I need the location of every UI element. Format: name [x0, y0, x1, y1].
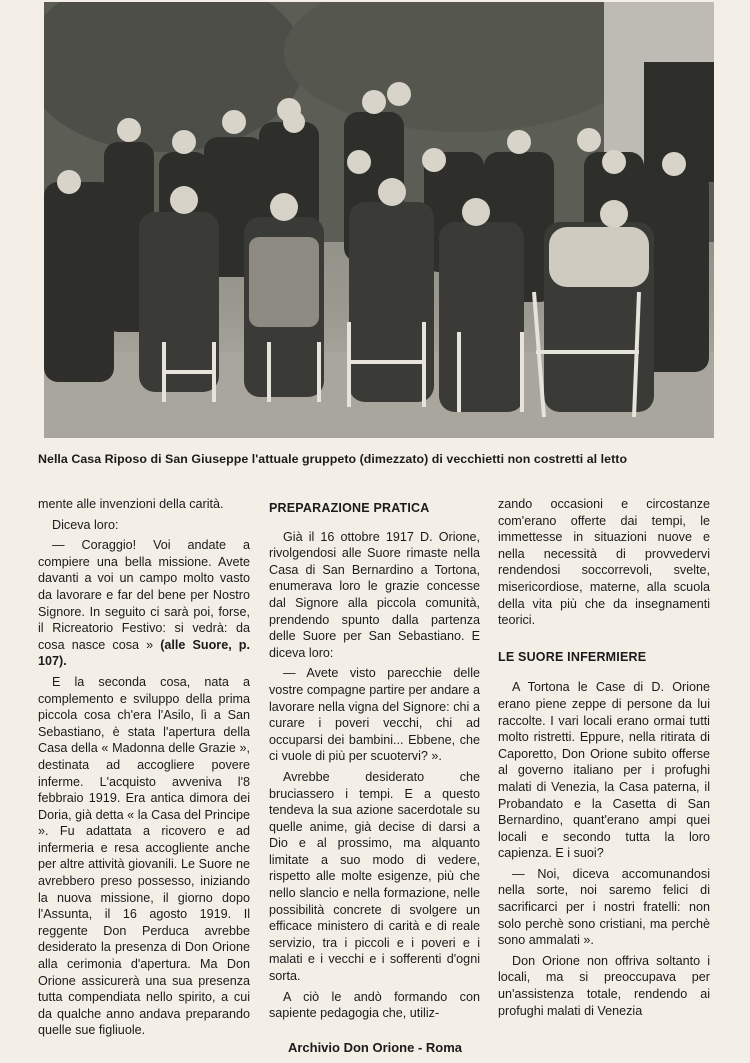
archive-footer: Archivio Don Orione - Roma	[287, 1040, 463, 1055]
section-heading: LE SUORE INFERMIERE	[498, 649, 647, 664]
photo-caption: Nella Casa Riposo di San Giuseppe l'attuale gruppe​to (dimezzato) di vecchietti non costretti al letto	[38, 452, 628, 466]
paragraph: zando occasioni e circostanze com'erano offerte dai tempi, le immettesse in situazioni nuove e nella necessità di provvedervi rendendosi soccorrevoli, svelte, misericordiose, materne, alla scuola della vita più che da insegnamenti teorici.	[498, 497, 710, 628]
paragraph: mente alle invenzioni della carità.	[38, 497, 224, 511]
section-heading: PREPARAZIONE PRATICA	[269, 501, 430, 515]
group-photo	[44, 2, 714, 438]
reference: (alle Suore, p. 107).	[38, 637, 250, 669]
paragraph: — Avete visto parecchie delle vostre compagne partire per andare a lavorare nella vigna del Signore: chi a curare i poveri vecchi, chi ad occuparsi dei bambini... Ebbene, che ci vuole di più per scuotervi? ».	[269, 666, 480, 764]
paragraph: Diceva loro:	[52, 517, 119, 532]
quote-text: — Coraggio! Voi andate a compiere una bella missione. Avete davanti a voi un campo molto vasto da lavorare e far del bene per Nostro Signore. In seguito ci sarà poi, forse, il Ricreatorio Festivo: si vedrà: da cosa nasce cosa »	[38, 538, 250, 652]
paragraph: Già il 16 ottobre 1917 D. Orione, rivolgendosi alle Suore rimaste nella Casa di San Bernardino a Tortona, enumerava loro le grazie concesse dal Signore alla piccola comunità, prendendo spunto dalla partenza delle Suore per San Sebastiano. E diceva loro:	[269, 529, 480, 660]
paragraph: Don Orione non offriva soltanto i locali, ma si preoccupava per un'assistenza totale, rendendo ai profughi malati di Venezia	[498, 953, 710, 1018]
column-3	[498, 496, 710, 1023]
column-2	[269, 496, 480, 1026]
paragraph: — Noi, diceva accomunandosi nella sorte, noi saremo felici di sacrificarci per i nostri fratelli: non solo perchè sono cristiani, ma perchè sono ammalati ».	[498, 866, 710, 948]
paragraph	[38, 537, 250, 670]
paragraph: A Tortona le Case di D. Orione erano piene zeppe di persone da lui raccolte. I vari locali erano ormai tutti molto ristretti. Eppure, nella ritirata di Caporetto, Don Orione subito offerse al governo italiano per i profughi malati di Venezia, la Casa paterna, il Probandato e la Casetta di San Bernardino, quant'erano ampi quei locali e secondo tutta la loro capienza. E i suoi?	[498, 680, 710, 861]
paragraph: A ciò le andò formando con sapiente pedagogia che, utiliz-	[269, 989, 480, 1021]
paragraph: E la seconda cosa, nata a complemento e sviluppo della prima piccola cosa ch'era l'Asilo, lì a San Sebastiano, è stata l'apertura della Casa della « Madonna delle Grazie », destinata ad accogliere povere inferme. L'acquisto avveniva l'8 febbraio 1919. Era antica dimora dei Doria, già detta « la Casa del Principe ». Fu adattata a ricovero e ad infermeria e resa accogliente anche per altre attività giovanili. Le Suore ne avrebbero preso possesso, iniziando la nuova missione, il giorno dopo l'Assunta, il 16 agosto 1919. Il reggente Don Perduca avrebbe desiderato la presenza di Don Orione alla cerimonia d'apertura. Ma Don Orione assicurerà una sua presenza tutta compendiata nello spirito, a cui da qualche anno andava preparando quelle sue figliuole.	[38, 674, 250, 1038]
column-1	[38, 496, 250, 1043]
group-photo-icon	[44, 2, 714, 438]
paragraph: Avrebbe desiderato che bruciassero i tempi. E a questo tendeva la sua azione sacerdotale su quelle anime, già decise di darsi a Dio e al prossimo, ma alquanto limitate a suo modo di vedere, rispetto alle molte esigenze, più che nello slancio e nella formazione, nelle possibilità concrete di svolgere un efficace ministero di carità e di reale servizio, tra i piccoli e i poveri e i malati e i vecchi e i sofferenti d'ogni sorta.	[269, 769, 480, 984]
